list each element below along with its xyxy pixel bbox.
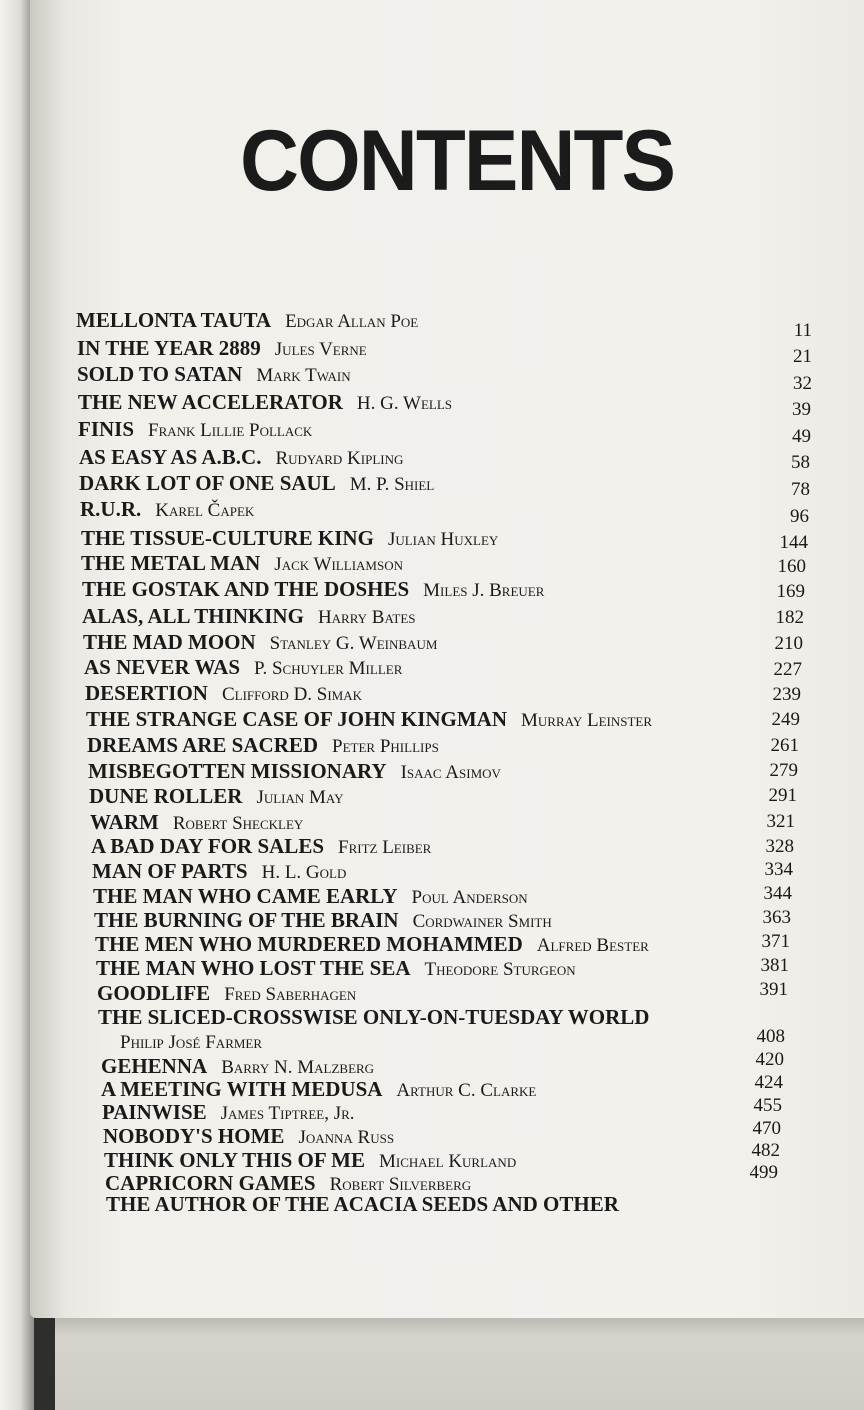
story-author: Philip José Farmer <box>120 1032 263 1053</box>
story-title: THE BURNING OF THE BRAIN <box>94 908 399 932</box>
page-number: 39 <box>792 399 811 420</box>
toc-entry <box>106 1192 619 1216</box>
story-author: Karel Čapek <box>155 500 255 521</box>
story-author: Barry N. Malzberg <box>221 1057 375 1078</box>
toc-entry <box>89 784 344 808</box>
toc-entry <box>76 308 418 332</box>
story-title: DREAMS ARE SACRED <box>87 733 319 757</box>
story-title: R.U.R. <box>80 497 142 521</box>
story-author: Rudyard Kipling <box>275 448 404 469</box>
story-author: Jules Verne <box>274 339 367 360</box>
toc-entry <box>86 707 652 731</box>
toc-entry <box>104 1148 516 1172</box>
toc-entry <box>96 956 576 980</box>
book-spine-edge <box>0 0 34 1410</box>
toc-entry <box>78 417 312 441</box>
page-number: 227 <box>773 659 802 680</box>
page-number: 32 <box>793 373 812 394</box>
page-number: 381 <box>760 955 789 976</box>
toc-entry <box>92 859 346 883</box>
story-title: THE MAN WHO LOST THE SEA <box>96 956 411 980</box>
page-number: 482 <box>751 1140 780 1161</box>
toc-entry <box>81 551 403 575</box>
page-number: 160 <box>777 556 806 577</box>
toc-entry <box>97 981 356 1005</box>
page-number: 58 <box>791 452 810 473</box>
toc-entry <box>94 908 552 932</box>
page-number: 408 <box>756 1026 785 1047</box>
story-author: James Tiptree, Jr. <box>220 1103 355 1124</box>
story-title: MELLONTA TAUTA <box>76 308 272 332</box>
toc-entry <box>83 630 437 654</box>
story-author: Mark Twain <box>256 365 351 386</box>
story-author: Cordwainer Smith <box>412 911 552 932</box>
toc-entry <box>77 362 351 386</box>
story-title: THE TISSUE-CULTURE KING <box>81 526 374 550</box>
story-title: SOLD TO SATAN <box>77 362 243 386</box>
story-author: Murray Leinster <box>521 710 653 731</box>
page-number: 328 <box>765 836 794 857</box>
story-title: WARM <box>90 810 159 834</box>
toc-entry <box>103 1124 394 1148</box>
page-number: 182 <box>775 607 804 628</box>
page-underside <box>55 1318 864 1410</box>
page-number: 261 <box>770 735 799 756</box>
story-author: Arthur C. Clarke <box>396 1080 537 1101</box>
story-title: FINIS <box>78 417 135 441</box>
page-number: 321 <box>766 811 795 832</box>
story-author: Clifford D. Simak <box>221 684 363 705</box>
toc-entry <box>82 577 544 601</box>
page-number: 291 <box>768 785 797 806</box>
toc-entry <box>91 834 431 858</box>
story-title: GEHENNA <box>101 1054 208 1078</box>
page-number: 239 <box>772 684 801 705</box>
story-author: Fritz Leiber <box>338 837 432 858</box>
page-number: 49 <box>792 426 811 447</box>
toc-entry <box>101 1077 536 1101</box>
story-author: M. P. Shiel <box>349 474 435 495</box>
page-number: 391 <box>759 979 788 1000</box>
story-author: Alfred Bester <box>536 935 649 956</box>
story-title: MAN OF PARTS <box>92 859 248 883</box>
story-author: Edgar Allan Poe <box>285 311 419 332</box>
toc-entry <box>85 681 362 705</box>
story-title: THE NEW ACCELERATOR <box>78 390 343 414</box>
toc-entry <box>77 336 367 360</box>
story-title: AS NEVER WAS <box>84 655 240 679</box>
toc-entry <box>81 526 498 550</box>
story-author: H. G. Wells <box>356 393 452 414</box>
page-number: 11 <box>793 320 812 341</box>
page-number: 334 <box>764 859 793 880</box>
story-title: MISBEGOTTEN MISSIONARY <box>88 759 387 783</box>
toc-entry <box>95 932 649 956</box>
toc-entry <box>98 1005 649 1029</box>
story-title: CAPRICORN GAMES <box>105 1171 316 1195</box>
page-number: 210 <box>774 633 803 654</box>
story-author: Michael Kurland <box>379 1151 517 1172</box>
page-number: 420 <box>755 1049 784 1070</box>
story-author: Jack Williamson <box>274 554 403 575</box>
story-author: Miles J. Breuer <box>423 580 545 601</box>
toc-entry <box>80 497 254 521</box>
story-author: Stanley G. Weinbaum <box>269 633 438 654</box>
story-author: Julian May <box>256 787 344 808</box>
page-number: 455 <box>753 1095 782 1116</box>
story-author: Harry Bates <box>317 607 416 628</box>
page-number: 470 <box>752 1118 781 1139</box>
story-title: THINK ONLY THIS OF ME <box>104 1148 366 1172</box>
toc-entry <box>93 884 528 908</box>
toc-entry <box>101 1054 374 1078</box>
page-number: 144 <box>779 532 808 553</box>
story-title: AS EASY AS A.B.C. <box>79 445 262 469</box>
story-title: THE AUTHOR OF THE ACACIA SEEDS AND OTHER <box>106 1192 619 1216</box>
story-author: Theodore Sturgeon <box>424 959 576 980</box>
story-title: THE METAL MAN <box>81 551 261 575</box>
toc-entry <box>82 604 416 628</box>
story-title: A BAD DAY FOR SALES <box>91 834 324 858</box>
story-author: Isaac Asimov <box>400 762 501 783</box>
story-title: PAINWISE <box>102 1100 207 1124</box>
toc-entry <box>78 390 452 414</box>
toc-entry <box>79 445 403 469</box>
story-title: THE SLICED-CROSSWISE ONLY-ON-TUESDAY WORLD <box>98 1005 650 1029</box>
story-title: ALAS, ALL THINKING <box>82 604 304 628</box>
page-number: 249 <box>771 709 800 730</box>
story-title: NOBODY'S HOME <box>103 1124 285 1148</box>
page-number: 371 <box>761 931 790 952</box>
story-title: THE GOSTAK AND THE DOSHES <box>82 577 410 601</box>
story-title: THE MAN WHO CAME EARLY <box>93 884 398 908</box>
story-author: H. L. Gold <box>261 862 347 883</box>
page-number: 279 <box>769 760 798 781</box>
story-author: Peter Phillips <box>332 736 439 757</box>
story-title: IN THE YEAR 2889 <box>77 336 261 360</box>
story-title: THE MAD MOON <box>83 630 256 654</box>
page-number: 21 <box>793 346 812 367</box>
page-number: 169 <box>776 581 805 602</box>
toc-entry <box>88 759 501 783</box>
toc-entry <box>79 471 434 495</box>
story-title: THE STRANGE CASE OF JOHN KINGMAN <box>86 707 508 731</box>
story-author: Frank Lillie Pollack <box>148 420 313 441</box>
story-author: P. Schuyler Miller <box>254 658 403 679</box>
toc-entry <box>87 733 439 757</box>
story-author: Poul Anderson <box>411 887 528 908</box>
story-title: DESERTION <box>85 681 208 705</box>
page-number: 78 <box>791 479 810 500</box>
page-title: CONTENTS <box>240 113 675 209</box>
story-title: DUNE ROLLER <box>89 784 243 808</box>
story-author: Julian Huxley <box>387 529 499 550</box>
story-author: Fred Saberhagen <box>224 984 357 1005</box>
toc-entry <box>90 810 303 834</box>
story-title: A MEETING WITH MEDUSA <box>101 1077 383 1101</box>
toc-entry <box>84 655 402 679</box>
page-number: 344 <box>763 883 792 904</box>
story-title: DARK LOT OF ONE SAUL <box>79 471 336 495</box>
story-author: Robert Silverberg <box>329 1174 472 1195</box>
page-number: 424 <box>754 1072 783 1093</box>
page-number: 363 <box>762 907 791 928</box>
page-number: 499 <box>749 1162 778 1183</box>
toc-entry <box>102 1100 355 1124</box>
story-title: GOODLIFE <box>97 981 211 1005</box>
toc-entry <box>120 1031 262 1055</box>
story-author: Robert Sheckley <box>172 813 304 834</box>
page-number: 96 <box>790 506 809 527</box>
story-author: Joanna Russ <box>298 1127 395 1148</box>
story-title: THE MEN WHO MURDERED MOHAMMED <box>95 932 523 956</box>
